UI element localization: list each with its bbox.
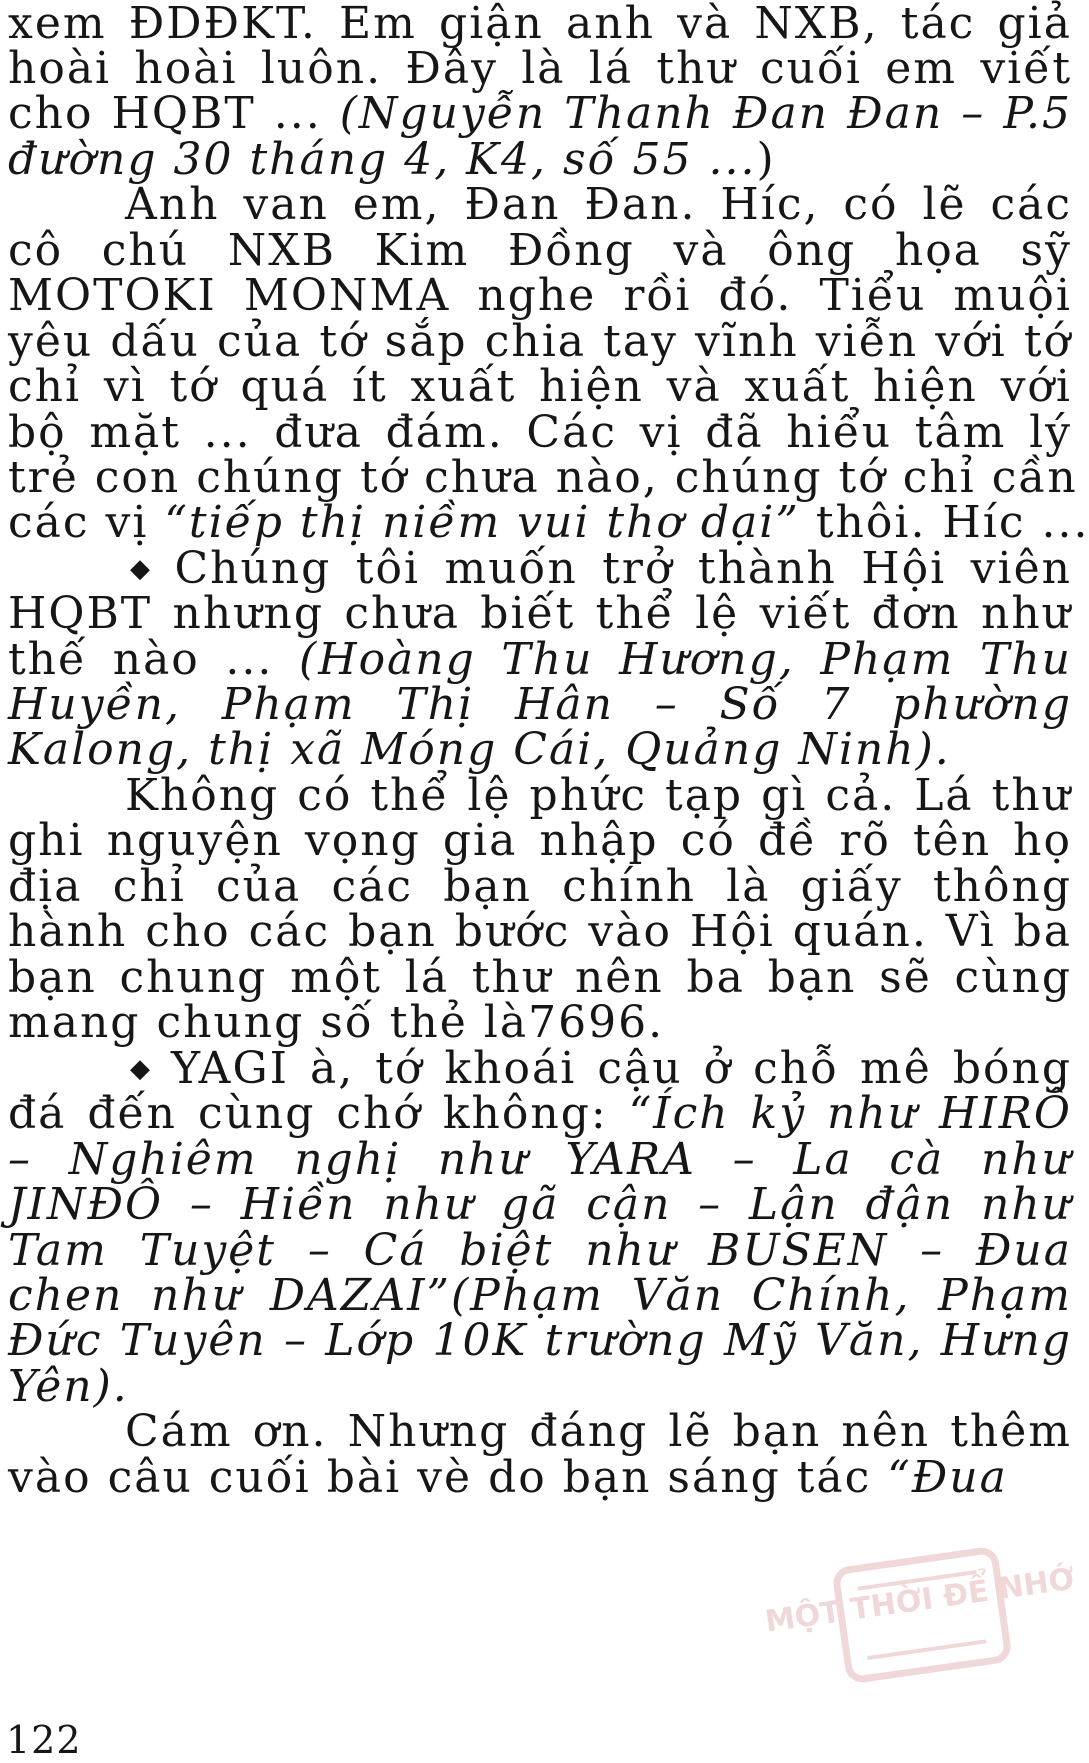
bullet-icon: ◆ (130, 1054, 158, 1084)
text-line (8, 0, 1072, 49)
text-line (8, 270, 1072, 321)
text-line (8, 1225, 1072, 1276)
text-segment: thôi. Híc ... (799, 497, 1089, 548)
text-line (8, 997, 1072, 1048)
text-line (8, 1179, 1072, 1230)
text-segment: Không có thể lệ phức tạp gì cả. Lá thư (125, 770, 1072, 821)
bullet-icon: ◆ (130, 554, 161, 584)
text-segment: Anh van em, Đan Đan. Híc, có lẽ các (125, 179, 1072, 230)
text-segment: đá đến cùng chớ không: (8, 1088, 629, 1139)
text-segment: YAGI à, tớ khoái cậu ở chỗ mê bóng (171, 1043, 1072, 1094)
text-line (8, 225, 1072, 276)
text-line (8, 634, 1072, 685)
text-line (8, 88, 1072, 139)
italic-text-segment: Kalong, thị xã Móng Cái, Quảng Ninh). (8, 724, 951, 775)
text-line (8, 1452, 1072, 1503)
text-segment: Cám ơn. Nhưng đáng lẽ bạn nên thêm (125, 1406, 1072, 1457)
italic-text-segment: “tiếp thị niềm vui thơ dại” (164, 497, 800, 548)
text-line (8, 952, 1072, 1003)
text-line (8, 1315, 1072, 1366)
text-line (8, 724, 1072, 775)
text-line (125, 179, 1072, 230)
text-line (130, 1043, 1072, 1094)
text-line (8, 588, 1072, 639)
italic-text-segment: Yên). (8, 1361, 129, 1412)
text-line (8, 43, 1072, 94)
text-line (8, 815, 1072, 866)
italic-text-segment: Huyền, Phạm Thị Hân – Số 7 phường (8, 679, 1072, 730)
text-line (8, 452, 1078, 503)
text-segment: cho HQBT ... (8, 88, 340, 139)
text-line (8, 679, 1072, 730)
text-segment: địa chỉ của các bạn chính là giấy thông (8, 861, 1072, 912)
text-line (8, 1270, 1072, 1321)
text-segment: xem ĐDĐKT. Em giận anh và NXB, tác giả (8, 0, 1072, 49)
text-line (8, 1088, 1072, 1139)
text-line (8, 906, 1072, 957)
text-segment: chỉ vì tớ quá ít xuất hiện và xuất hiện với (8, 361, 1072, 412)
watermark-stamp (762, 1528, 1077, 1702)
text-line (8, 361, 1072, 412)
text-segment: HQBT nhưng chưa biết thể lệ viết đơn như (8, 588, 1072, 639)
text-segment: vào câu cuối bài vè do bạn sáng tác (8, 1452, 888, 1503)
text-segment: bạn chung một lá thư nên ba bạn sẽ cùng (8, 952, 1072, 1003)
italic-text-segment: “Ích kỷ như HIRÔ (628, 1088, 1072, 1139)
text-segment: cô chú NXB Kim Đồng và ông họa sỹ (8, 225, 1072, 276)
italic-text-segment: JINĐÔ – Hiền như gã cận – Lận đận như (8, 1179, 1072, 1230)
text-line (125, 1406, 1072, 1457)
text-line (130, 543, 1072, 594)
italic-text-segment: (Hoàng Thu Hương, Phạm Thu (299, 634, 1072, 685)
text-segment: yêu dấu của tớ sắp chia tay vĩnh viễn với tớ (8, 316, 1072, 367)
italic-text-segment: chen như DAZAI”(Phạm Văn Chính, Phạm (8, 1270, 1072, 1321)
text-line (8, 1134, 1072, 1185)
text-line (8, 497, 1089, 548)
italic-text-segment: đường 30 tháng 4, K4, số 55 ... (8, 134, 757, 185)
text-segment: Chúng tôi muốn trở thành Hội viên (174, 543, 1072, 594)
text-line (8, 1361, 1072, 1412)
text-line (125, 770, 1072, 821)
text-segment: ) (756, 134, 776, 185)
italic-text-segment: Đức Tuyên – Lớp 10K trường Mỹ Văn, Hưng (8, 1315, 1072, 1366)
text-segment: thế nào ... (8, 634, 300, 685)
italic-text-segment: (Nguyễn Thanh Đan Đan – P.5 (339, 88, 1072, 139)
text-segment: bộ mặt ... đưa đám. Các vị đã hiểu tâm lý (8, 407, 1072, 458)
italic-text-segment: “Đua (887, 1452, 1008, 1503)
text-segment: mang chung số thẻ là7696. (8, 997, 665, 1048)
text-segment: MOTOKI MONMA nghe rồi đó. Tiểu muội (8, 270, 1072, 321)
italic-text-segment: Tam Tuyệt – Cá biệt như BUSEN – Đua (8, 1225, 1072, 1276)
page-number: 122 (6, 1718, 82, 1762)
italic-text-segment: – Nghiêm nghị như YARA – La cà như (8, 1134, 1072, 1185)
text-line (8, 861, 1072, 912)
text-segment: trẻ con chúng tớ chưa nào, chúng tớ chỉ cần (8, 452, 1078, 503)
text-segment: hành cho các bạn bước vào Hội quán. Vì ba (8, 906, 1072, 957)
text-segment: hoài hoài luôn. Đây là lá thư cuối em viết (8, 43, 1072, 94)
text-line (8, 134, 1072, 185)
text-line (8, 407, 1072, 458)
text-line (8, 316, 1072, 367)
text-segment: các vị (8, 497, 165, 548)
text-segment: ghi nguyện vọng gia nhập có đề rõ tên họ (8, 815, 1072, 866)
watermark-line-1: MỘT THỜI ĐỂ NHỚ (762, 1561, 1077, 1640)
